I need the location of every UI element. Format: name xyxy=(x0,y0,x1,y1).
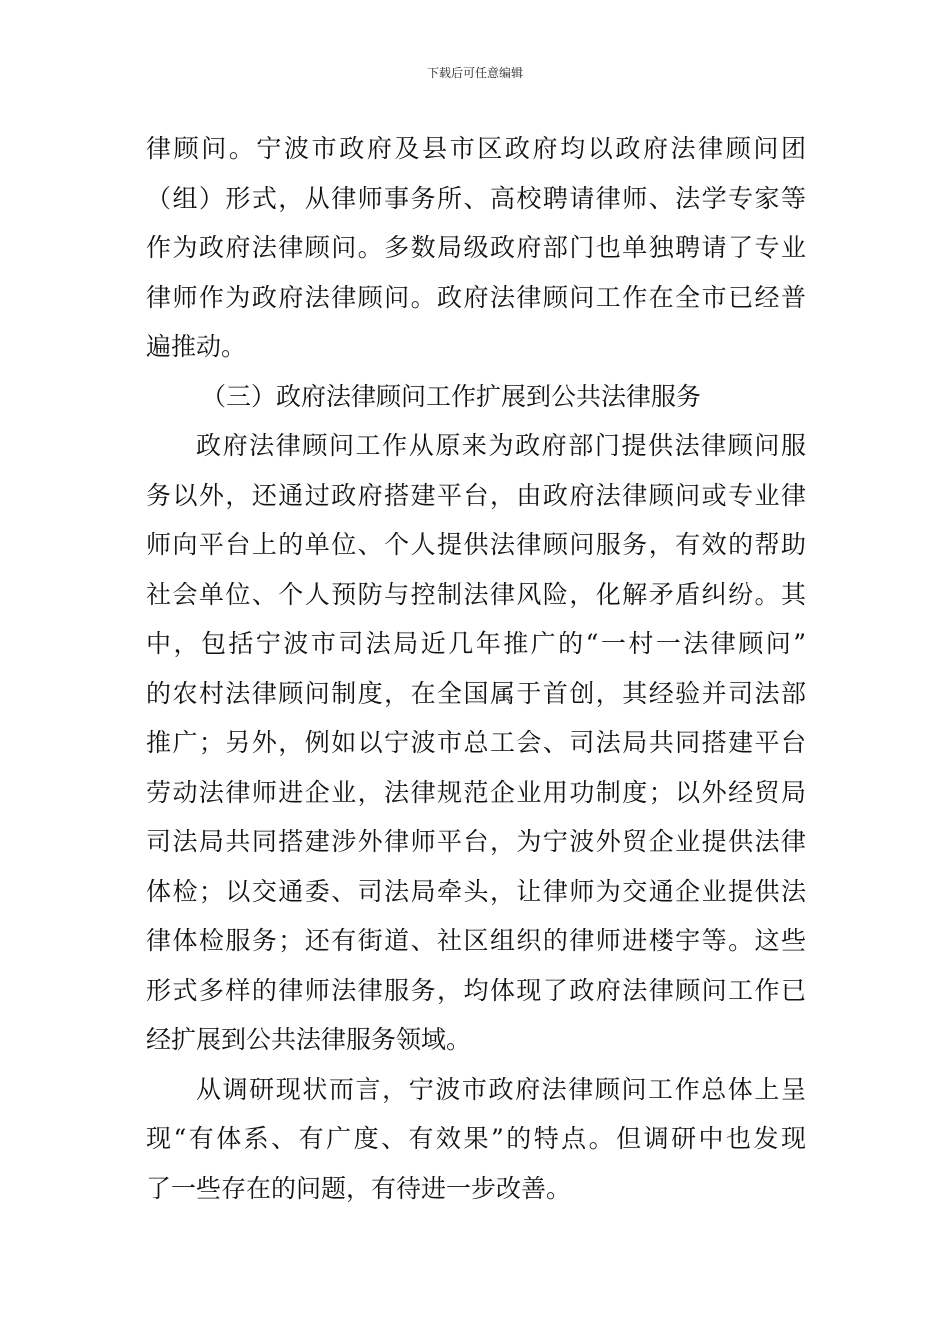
paragraph-public-legal-service xyxy=(146,421,806,1065)
paragraph-continuation xyxy=(146,124,806,372)
text-line: 遍推动。 xyxy=(146,332,247,361)
text-line: 劳动法律师进企业，法律规范企业用功制度；以外经贸局 xyxy=(146,777,806,807)
text-line: 司法局共同搭建涉外律师平台，为宁波外贸企业提供法律 xyxy=(146,827,806,856)
text-line: 形式多样的律师法律服务，均体现了政府法律顾问工作已 xyxy=(146,975,806,1005)
text-line: 推广；另外，例如以宁波市总工会、司法局共同搭建平台 xyxy=(146,728,806,757)
text-line: 中，包括宁波市司法局近几年推广的“一村一法律顾问” xyxy=(146,629,806,658)
text-line: （组）形式，从律师事务所、高校聘请律师、法学专家等 xyxy=(146,183,806,213)
text-line: 从调研现状而言，宁波市政府法律顾问工作总体上呈 xyxy=(196,1074,806,1104)
text-line: 社会单位、个人预防与控制法律风险，化解矛盾纠纷。其 xyxy=(146,579,806,609)
text-line: 务以外，还通过政府搭建平台，由政府法律顾问或专业律 xyxy=(146,480,806,510)
text-line: 政府法律顾问工作从原来为政府部门提供法律顾问服 xyxy=(196,431,806,460)
text-line: 律师作为政府法律顾问。政府法律顾问工作在全市已经普 xyxy=(146,282,806,312)
text-line: 的农村法律顾问制度，在全国属于首创，其经验并司法部 xyxy=(146,678,806,708)
text-line: 律顾问。宁波市政府及县市区政府均以政府法律顾问团 xyxy=(146,134,806,163)
text-line: 作为政府法律顾问。多数局级政府部门也单独聘请了专业 xyxy=(146,233,806,262)
text-line: 律体检服务；还有街道、社区组织的律师进楼宇等。这些 xyxy=(146,926,806,955)
paragraph-research-summary xyxy=(146,1065,806,1214)
text-line: 体检；以交通委、司法局牵头，让律师为交通企业提供法 xyxy=(146,876,806,906)
section-heading: （三）政府法律顾问工作扩展到公共法律服务 xyxy=(201,381,702,411)
text-line: 师向平台上的单位、个人提供法律顾问服务，有效的帮助 xyxy=(146,530,806,559)
page-header-note: 下载后可任意编辑 xyxy=(426,66,523,80)
text-line: 经扩展到公共法律服务领域。 xyxy=(146,1025,472,1054)
text-line: 了一些存在的问题，有待进一步改善。 xyxy=(146,1173,572,1203)
document-body xyxy=(146,124,806,1213)
text-line: 现“有体系、有广度、有效果”的特点。但调研中也发现 xyxy=(146,1124,806,1153)
